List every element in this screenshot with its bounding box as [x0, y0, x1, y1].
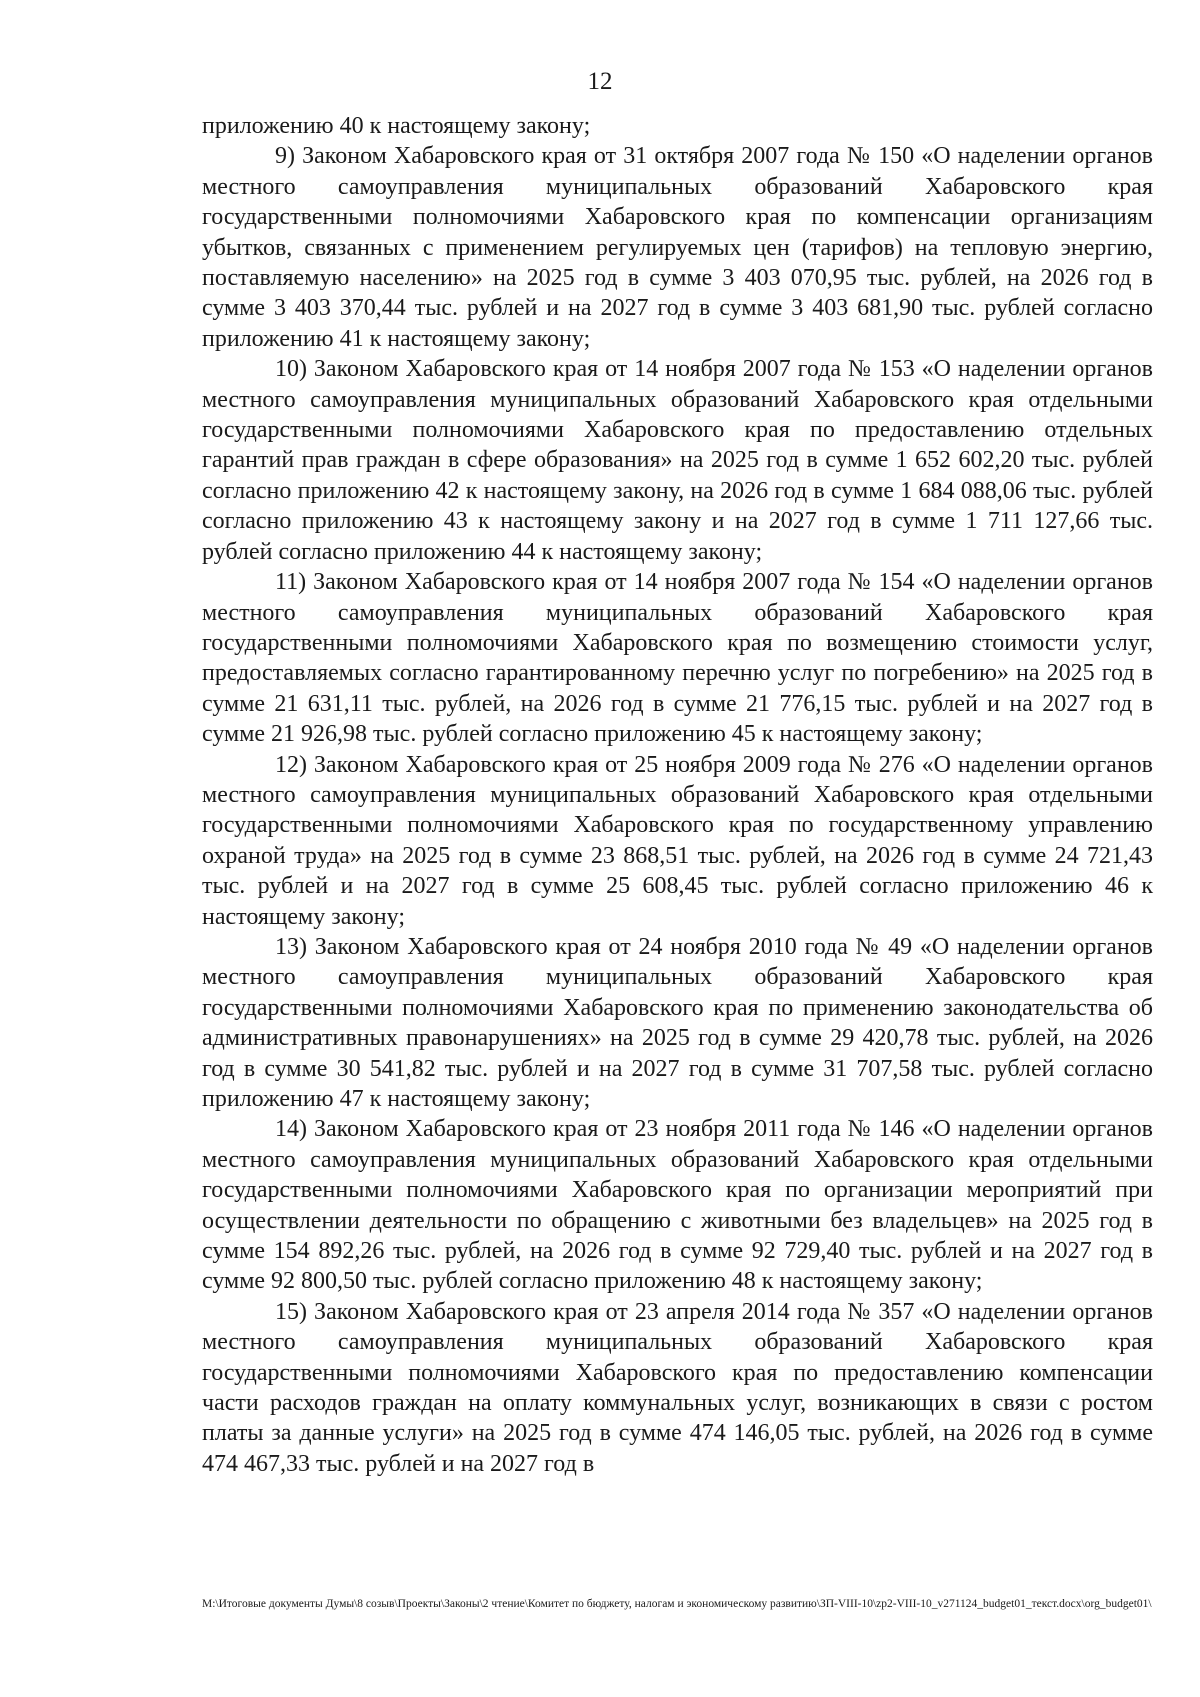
paragraph-item-11: 11) Законом Хабаровского края от 14 ноября 2007 года № 154 «О наделении органов местного самоуправления муниципальных образований Хабаровского края государственными полномочиями Хабаровского края по возмещению стоимости услуг, предоставляемых согласно гарантированному перечню услуг по погребению» на 2025 год в сумме 21 631,11 тыс. рублей, на 2026 год в сумме 21 776,15 тыс. рублей и на 2027 год в сумме 21 926,98 тыс. рублей согласно приложению 45 к настоящему закону;	[202, 569, 1153, 748]
paragraph-item-10: 10) Законом Хабаровского края от 14 ноября 2007 года № 153 «О наделении органов местного самоуправления муниципальных образований Хабаровского края отдельными государственными полномочиями Хабаровского края по предоставлению отдельных гарантий прав граждан в сфере образования» на 2025 год в сумме 1 652 602,20 тыс. рублей согласно приложению 42 к настоящему закону, на 2026 год в сумме 1 684 088,06 тыс. рублей согласно приложению 43 к настоящему закону и на 2027 год в сумме 1 711 127,66 тыс. рублей согласно приложению 44 к настоящему закону;	[202, 356, 1153, 565]
page-number: 12	[587, 68, 613, 95]
paragraph-continuation: приложению 40 к настоящему закону;	[202, 113, 591, 139]
footer-file-path: M:\Итоговые документы Думы\8 созыв\Проекты\Законы\2 чтение\Комитет по бюджету, налогам и экономическому развитию\ЗП-VIII-10\zp2-VIII-10_v271124_budget01_текст.docx\org_budget01\	[202, 1598, 1152, 1610]
paragraph-item-13: 13) Законом Хабаровского края от 24 ноября 2010 года № 49 «О наделении органов местного самоуправления муниципальных образований Хабаровского края государственными полномочиями Хабаровского края по применению законодательства об административных правонарушениях» на 2025 год в сумме 29 420,78 тыс. рублей, на 2026 год в сумме 30 541,82 тыс. рублей и на 2027 год в сумме 31 707,58 тыс. рублей согласно приложению 47 к настоящему закону;	[202, 933, 1153, 1112]
document-body	[202, 111, 1153, 1479]
paragraph-item-14: 14) Законом Хабаровского края от 23 ноября 2011 года № 146 «О наделении органов местного самоуправления муниципальных образований Хабаровского края отдельными государственными полномочиями Хабаровского края по организации мероприятий при осуществлении деятельности по обращению с животными без владельцев» на 2025 год в сумме 154 892,26 тыс. рублей, на 2026 год в сумме 92 729,40 тыс. рублей и на 2027 год в сумме 92 800,50 тыс. рублей согласно приложению 48 к настоящему закону;	[202, 1116, 1153, 1295]
paragraph-item-15: 15) Законом Хабаровского края от 23 апреля 2014 года № 357 «О наделении органов местного самоуправления муниципальных образований Хабаровского края государственными полномочиями Хабаровского края по предоставлению компенсации части расходов граждан на оплату коммунальных услуг, возникающих в связи с ростом платы за данные услуги» на 2025 год в сумме 474 146,05 тыс. рублей, на 2026 год в сумме 474 467,33 тыс. рублей и на 2027 год в	[202, 1298, 1153, 1477]
paragraph-item-12: 12) Законом Хабаровского края от 25 ноября 2009 года № 276 «О наделении органов местного самоуправления муниципальных образований Хабаровского края отдельными государственными полномочиями Хабаровского края по государственному управлению охраной труда» на 2025 год в сумме 23 868,51 тыс. рублей, на 2026 год в сумме 24 721,43 тыс. рублей и на 2027 год в сумме 25 608,45 тыс. рублей согласно приложению 46 к настоящему закону;	[202, 751, 1153, 930]
paragraph-item-9: 9) Законом Хабаровского края от 31 октября 2007 года № 150 «О наделении органов местного самоуправления муниципальных образований Хабаровского края государственными полномочиями Хабаровского края по компенсации организациям убытков, связанных с применением регулируемых цен (тарифов) на тепловую энергию, поставляемую населению» на 2025 год в сумме 3 403 070,95 тыс. рублей, на 2026 год в сумме 3 403 370,44 тыс. рублей и на 2027 год в сумме 3 403 681,90 тыс. рублей согласно приложению 41 к настоящему закону;	[202, 143, 1153, 352]
